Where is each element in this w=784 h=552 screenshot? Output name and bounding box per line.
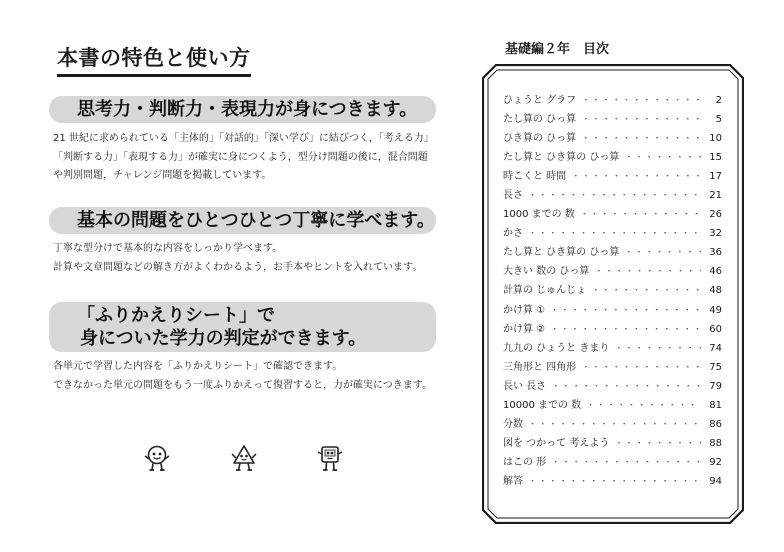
triangle-mascot-icon bbox=[229, 443, 259, 473]
feature-body-line: 21 世紀に求められている「主体的」「対話的」「深い学び」に結びつく，「考える力」 bbox=[53, 133, 434, 144]
toc-entry bbox=[503, 167, 722, 186]
toc-leader-dots bbox=[551, 455, 701, 468]
feature-heading-3-line-1: 「ふりかえりシート」で bbox=[77, 305, 275, 326]
toc-leader-dots bbox=[551, 379, 701, 392]
toc-entry bbox=[503, 281, 722, 300]
toc-entry-label: 長さ bbox=[503, 190, 523, 202]
toc-entry bbox=[503, 148, 722, 167]
toc-leader-dots bbox=[528, 474, 701, 487]
toc-leader-dots bbox=[586, 398, 701, 411]
toc-entry-label: ひょうと グラフ bbox=[503, 95, 577, 106]
toc-entry bbox=[503, 377, 722, 396]
toc-leader-dots bbox=[528, 417, 701, 430]
toc-entry-label: 長い 長さ bbox=[503, 380, 547, 392]
toc-entry bbox=[503, 453, 722, 472]
toc-entry bbox=[503, 415, 722, 434]
toc-entry-label: 三角形と 四角形 bbox=[503, 361, 577, 373]
toc-entry bbox=[503, 358, 722, 377]
feature-body-2 bbox=[53, 240, 422, 277]
toc-leader-dots bbox=[591, 283, 701, 296]
feature-body-line: できなかった単元の問題をもう一度ふりかえって復習すると，力が確実につきます。 bbox=[53, 379, 432, 391]
toc-entry bbox=[503, 472, 722, 491]
toc-entry bbox=[503, 434, 722, 453]
toc-entry-page: 81 bbox=[709, 399, 722, 411]
toc-entry-label: 10000 までの 数 bbox=[503, 399, 582, 411]
feature-body-3 bbox=[53, 358, 432, 395]
toc-entry-label: たし算の ひっ算 bbox=[503, 114, 577, 126]
toc-leader-dots bbox=[528, 226, 701, 239]
feature-body-line: 計算や文章問題などの解き方がよくわかるよう，お手本やヒントを入れています。 bbox=[53, 261, 423, 273]
toc-entry-label: たし算と ひき算の ひっ算 bbox=[503, 152, 620, 164]
toc-entry bbox=[503, 186, 722, 205]
toc-entry-label: 計算の じゅんじょ bbox=[503, 285, 587, 297]
feature-heading-2-text: 基本の問題をひとつひとつ丁寧に学べます。 bbox=[77, 210, 435, 231]
toc-entry-label: かけ算 ① bbox=[503, 304, 546, 316]
toc-entry bbox=[503, 91, 722, 110]
toc-entry-label: 九九の ひょうと きまり bbox=[503, 342, 610, 354]
toc-leader-dots bbox=[581, 93, 701, 106]
toc-entry bbox=[503, 320, 722, 339]
toc-entry-page: 88 bbox=[709, 437, 722, 449]
toc-entry-label: 大きい 数の ひっ算 bbox=[503, 266, 590, 278]
toc-entry bbox=[503, 396, 722, 415]
toc-entry-label: はこの 形 bbox=[503, 456, 547, 468]
feature-heading-3 bbox=[49, 302, 436, 352]
toc-leader-dots bbox=[594, 264, 701, 277]
feature-body-line: や判別問題，チャレンジ問題を掲載しています。 bbox=[53, 170, 272, 181]
feature-body-1 bbox=[53, 130, 434, 186]
toc-entry-page: 26 bbox=[709, 209, 722, 221]
toc-entry-page: 94 bbox=[709, 475, 722, 487]
toc-entry-page: 46 bbox=[709, 266, 722, 278]
toc-entry-label: 分数 bbox=[503, 418, 523, 430]
feature-body-line: 「判断する力」「表現する力」が確実に身につくよう，型分け問題の後に，混合問題 bbox=[53, 151, 428, 163]
toc-entry-label: 図を つかって 考えよう bbox=[503, 437, 610, 449]
toc-entry-label: ひき算の ひっ算 bbox=[503, 133, 577, 145]
toc-entry-label: かさ bbox=[503, 228, 523, 240]
toc-leader-dots bbox=[550, 303, 701, 316]
feature-body-line: 各単元で学習した内容を「ふりかえりシート」で確認できます。 bbox=[53, 361, 343, 372]
toc-entry-page: 5 bbox=[715, 114, 722, 126]
toc-leader-dots bbox=[571, 169, 701, 182]
toc-entry-page: 32 bbox=[709, 228, 722, 240]
toc-entry-page: 86 bbox=[709, 418, 722, 430]
toc-leader-dots bbox=[624, 150, 701, 163]
toc-entry-page: 21 bbox=[709, 190, 722, 202]
box-robot-mascot-icon bbox=[315, 443, 345, 473]
toc-leader-dots bbox=[550, 322, 701, 335]
toc-leader-dots bbox=[624, 245, 701, 258]
toc-entry bbox=[503, 339, 722, 358]
toc-entry-page: 15 bbox=[709, 152, 722, 164]
toc-entry bbox=[503, 301, 722, 320]
toc-entry-label: かけ算 ② bbox=[503, 323, 546, 335]
page-title: 本書の特色と使い方 bbox=[57, 42, 251, 77]
toc-list bbox=[503, 91, 722, 491]
toc-entry-page: 10 bbox=[709, 133, 722, 145]
toc-title: 基礎編２年 目次 bbox=[505, 42, 610, 57]
toc-entry-label: 時こくと 時間 bbox=[503, 171, 567, 183]
toc-leader-dots bbox=[581, 112, 701, 125]
feature-heading-1 bbox=[49, 96, 436, 123]
toc-entry-page: 36 bbox=[709, 247, 722, 259]
feature-heading-2 bbox=[49, 207, 436, 234]
toc-leader-dots bbox=[614, 341, 701, 354]
toc-entry bbox=[503, 243, 722, 262]
toc-entry-page: 49 bbox=[709, 304, 722, 316]
toc-leader-dots bbox=[580, 207, 701, 220]
toc-entry bbox=[503, 129, 722, 148]
toc-entry bbox=[503, 110, 722, 129]
feature-heading-3-line-2: 身についた学力の判定ができます。 bbox=[80, 328, 367, 349]
toc-leader-dots bbox=[614, 436, 701, 449]
toc-entry-label: たし算と ひき算の ひっ算 bbox=[503, 247, 620, 259]
toc-leader-dots bbox=[528, 188, 701, 201]
feature-body-line: 丁寧な型分けで基本的な内容をしっかり学べます。 bbox=[53, 243, 283, 254]
toc-entry bbox=[503, 205, 722, 224]
toc-entry-page: 92 bbox=[709, 456, 722, 468]
toc-entry-page: 74 bbox=[709, 342, 722, 354]
round-face-mascot-icon bbox=[142, 443, 172, 473]
toc-entry-page: 79 bbox=[709, 380, 722, 392]
feature-heading-1-text: 思考力・判断力・表現力が身につきます。 bbox=[77, 99, 418, 120]
toc-leader-dots bbox=[581, 360, 701, 373]
toc-entry-page: 17 bbox=[709, 171, 722, 183]
toc-entry bbox=[503, 224, 722, 243]
toc-entry-label: 解答 bbox=[503, 475, 523, 487]
toc-entry-page: 60 bbox=[709, 323, 722, 335]
toc-leader-dots bbox=[581, 131, 701, 144]
toc-entry-page: 48 bbox=[709, 285, 722, 297]
toc-entry-label: 1000 までの 数 bbox=[503, 209, 575, 221]
toc-entry-page: 2 bbox=[715, 95, 722, 106]
toc-entry-page: 75 bbox=[709, 361, 722, 373]
toc-entry bbox=[503, 262, 722, 281]
